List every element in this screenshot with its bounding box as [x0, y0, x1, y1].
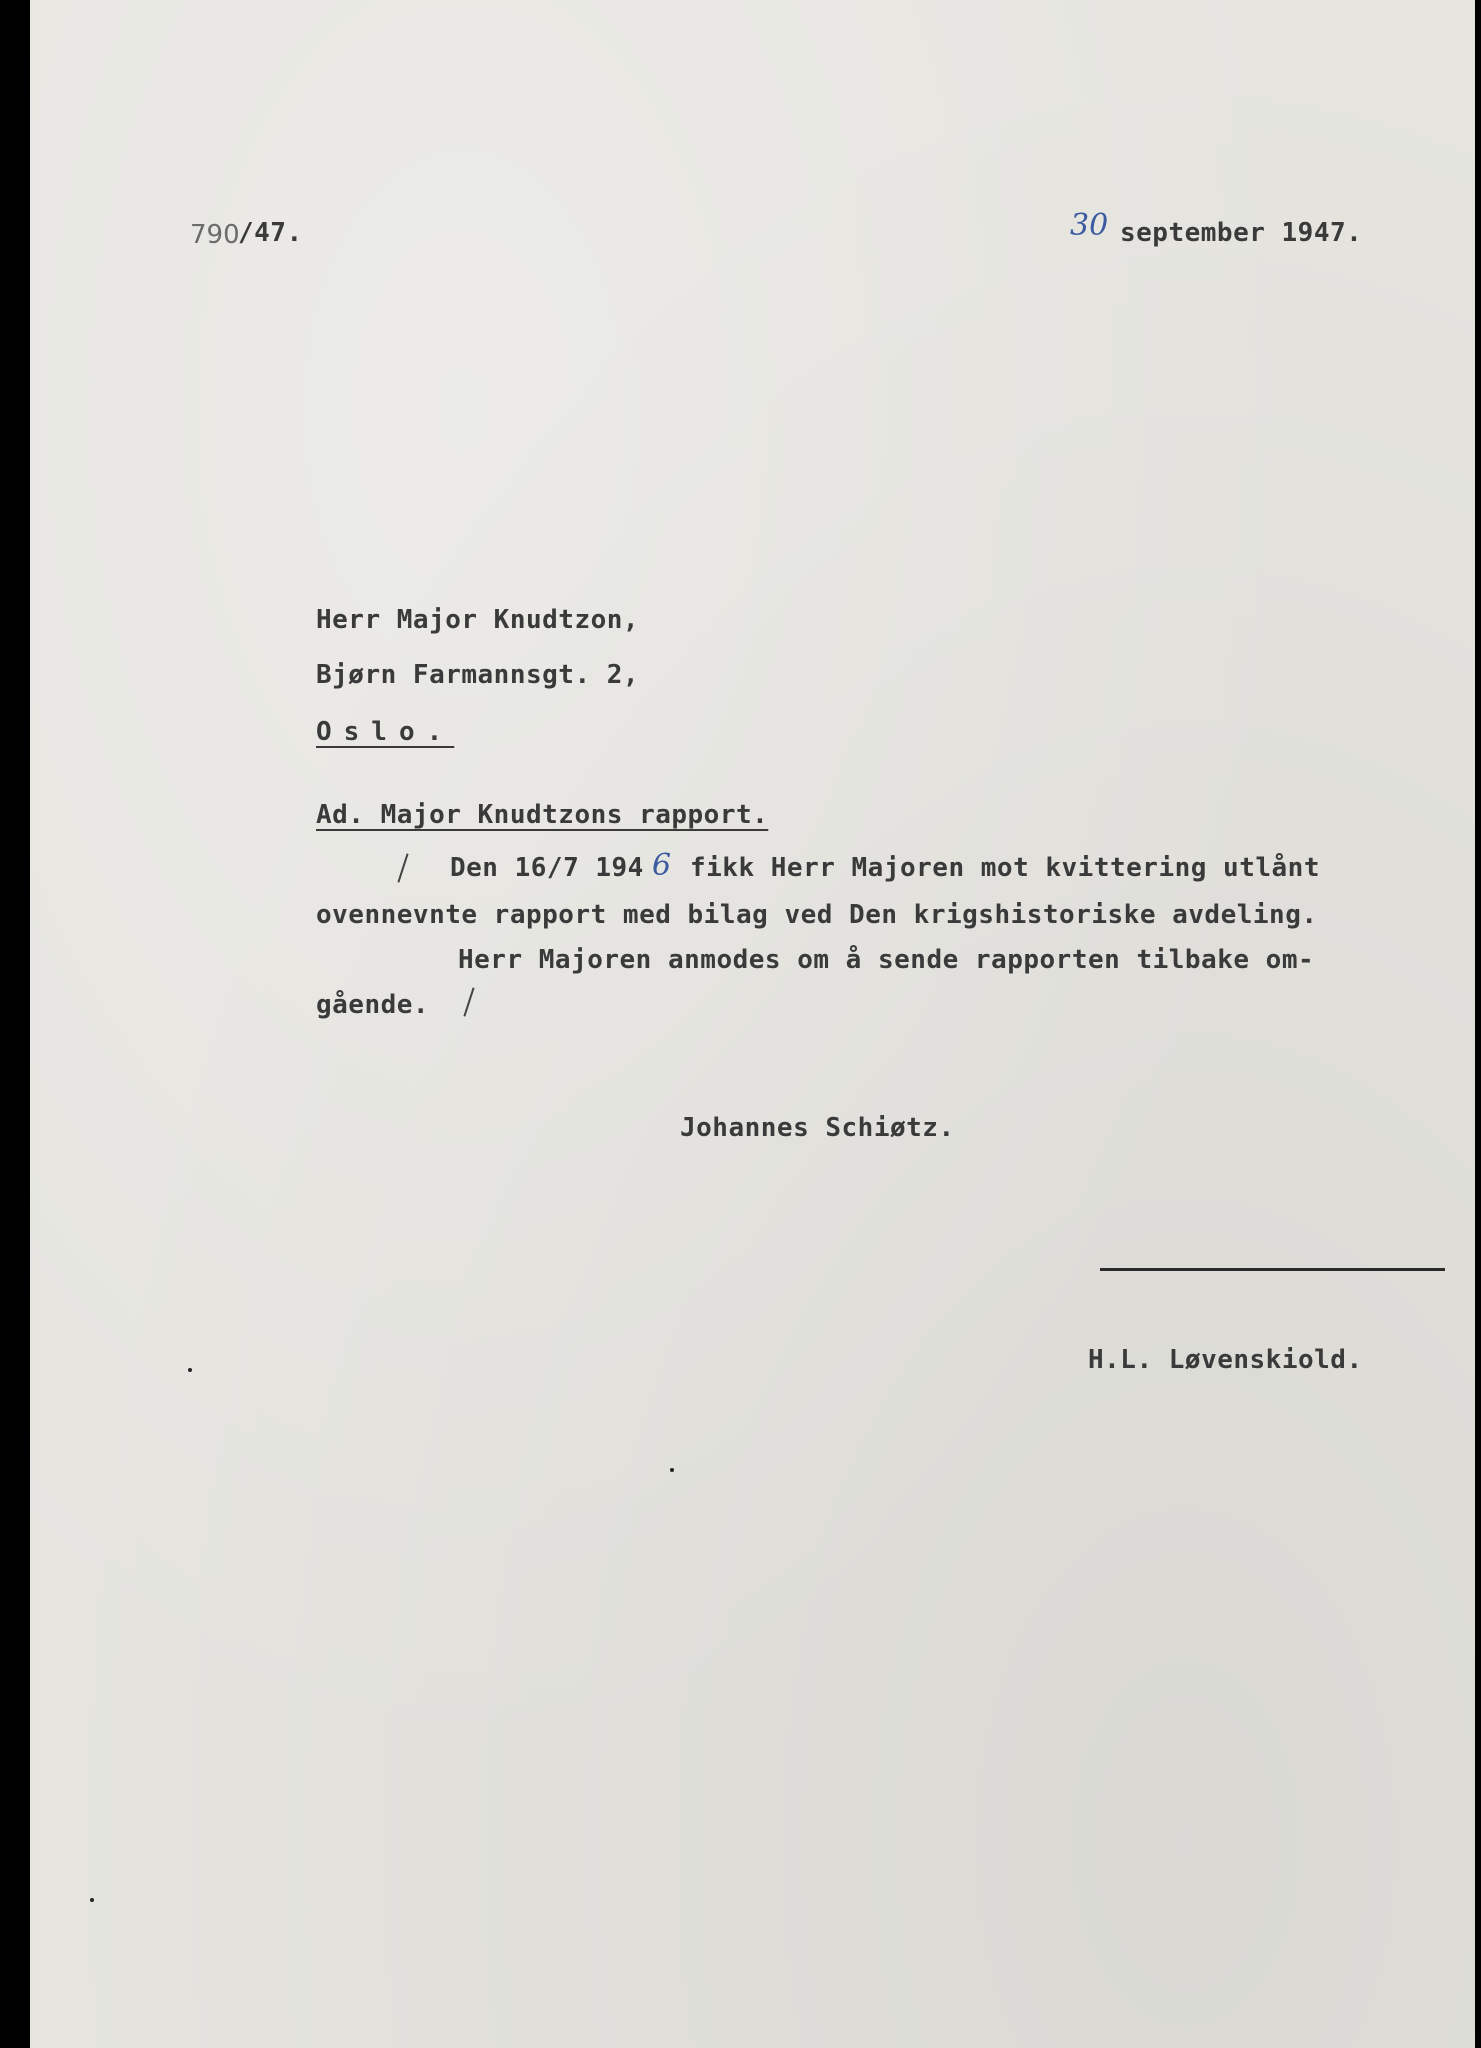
signature-first: Johannes Schiøtz. [680, 1113, 955, 1143]
date-day-handwritten: 30 [1070, 208, 1109, 243]
address-line-name: Herr Major Knudtzon, [316, 605, 640, 635]
stray-mark [188, 1368, 192, 1372]
address-line-city: Oslo. [316, 717, 455, 747]
signature-line [1100, 1268, 1445, 1271]
subject-line: Ad. Major Knudtzons rapport. [316, 800, 769, 830]
check-mark-start [397, 853, 408, 882]
letter-page [30, 0, 1475, 2048]
check-mark-end [463, 987, 474, 1016]
address-line-street: Bjørn Farmannsgt. 2, [316, 660, 640, 690]
body-line-1-end: fikk Herr Majoren mot kvittering utlånt [690, 853, 1320, 883]
body-line-1-correction: 6 [652, 848, 672, 883]
body-line-1-start: Den 16/7 194 [450, 853, 644, 883]
body-line-3: Herr Majoren anmodes om å sende rapporten tilbake om- [458, 945, 1315, 975]
date-typed: september 1947. [1120, 218, 1363, 248]
reference-number-handwritten: 790 [190, 220, 240, 250]
body-line-2: ovennevnte rapport med bilag ved Den krigshistoriske avdeling. [316, 900, 1318, 930]
signature-second: H.L. Løvenskiold. [1088, 1345, 1363, 1375]
stray-mark [90, 1898, 94, 1902]
body-line-4: gående. [316, 990, 430, 1020]
reference-number-typed: /47. [238, 218, 303, 248]
stray-mark [670, 1468, 674, 1472]
